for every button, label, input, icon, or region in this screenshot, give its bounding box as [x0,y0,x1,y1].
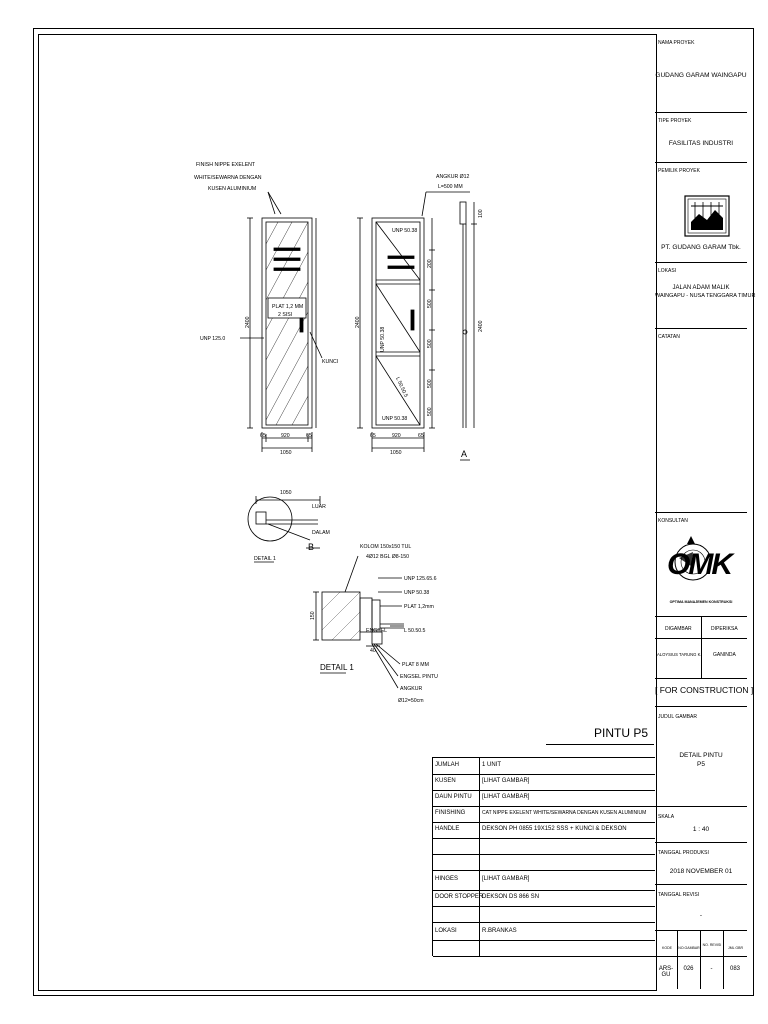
spec-row [433,806,655,823]
spec-key: LOKASI [435,928,457,934]
tb-code-mid-line [655,956,747,957]
tb-code-label: KODE [662,946,672,950]
tb-revision-date [655,884,747,931]
tb-location-line1: JALAN ADAM MALIK [672,285,730,291]
tb-drawing-title-label: JUDUL GAMBAR [658,714,697,720]
section-a-label: A [461,449,468,459]
spec-key: DAUN PINTU [435,794,472,800]
frame-unp-side: UNP 50.38 [380,326,386,352]
tb-drawing-title [655,706,747,807]
frame-angkur-label-2: L=500 MM [438,184,463,190]
front-unp-label: UNP 125.0 [200,336,226,342]
tb-consultant-label: KONSULTAN [658,518,688,524]
spec-divider [479,870,480,890]
tb-code-value: ARS-GU [658,966,674,978]
tb-owner-label: PEMILIK PROYEK [658,168,700,174]
tb-sheet-no-label: NO.GAMBAR [678,946,700,950]
spec-value: DEKSON DS 866 SN [482,894,540,900]
tb-checked-label: DIPERIKSA [711,626,738,632]
plan-dalam: DALAM [312,530,330,536]
front-plat-label: PLAT 1,2 MM [272,304,304,310]
tb-drawn-by: ALOYSIUS TARUNG K. [657,652,702,657]
tb-drawing-title-line1: DETAIL PINTU [679,752,723,759]
spec-value: [LIHAT GAMBAR] [482,876,530,882]
spec-key: DOOR STOPPER [435,894,484,900]
tb-scale-value: 1 : 40 [692,826,710,833]
frame-dim-mid: 920 [392,433,401,439]
tb-revision-date-value: - [699,912,703,919]
front-dim-height: 2400 [245,316,251,328]
spec-key: HANDLE [435,826,460,832]
tb-code [655,930,747,989]
frame-angkur-label: ANGKUR Ø12 [436,174,470,180]
side-dim-top: 100 [478,209,484,218]
detail-dim40: 40 [370,648,376,654]
tb-project-type-label: TIPE PROYEK [658,118,692,124]
tb-location-label: LOKASI [658,268,677,274]
detail-unp125: UNP 125.65.6 [404,576,437,582]
tb-checked-by: GANINDA [713,652,736,658]
plan-b-label: B [308,542,315,552]
side-dim-height: 2400 [478,320,484,332]
tb-project-type [655,112,747,163]
front-finish-label-2: WHITE/SEWARNA DENGAN [194,175,262,181]
detail-title: DETAIL 1 [320,663,354,672]
tb-project-name-value: GUDANG GARAM WAINGAPU [655,72,747,79]
detail-kolom: KOLOM 150x150 TUL [360,544,412,550]
front-dim-mid: 920 [281,433,290,439]
frame-dim-s2: 500 [427,299,433,308]
tb-location-line2: WAINGAPU - NUSA TENGGARA TIMUR [655,293,756,299]
tb-notes-label: CATATAN [658,334,680,340]
spec-value: 1 UNIT [482,762,502,768]
tb-code-col1 [677,930,678,989]
spec-key: FINISHING [435,810,466,816]
spec-divider [479,758,480,774]
tb-status [655,678,754,707]
spec-divider [479,838,480,854]
spec-divider [479,922,480,940]
tb-production-date [655,842,747,885]
front-plat-label-2: 2 SISI [278,312,293,318]
frame-diag-label: L 50.50.5 [394,376,409,399]
tb-total-label: JML GBR [727,946,744,950]
owner-logo-icon [683,192,731,242]
tb-code-col3 [723,930,724,989]
spec-row [433,838,655,855]
spec-divider [479,906,480,922]
tb-status-value: [ FOR CONSTRUCTION ] [655,685,754,695]
frame-dim-right: 65 [418,433,424,439]
spec-divider [479,806,480,822]
tb-code-col2 [700,930,701,989]
detail-unp50: UNP 50.38 [404,590,430,596]
tb-revision-no-label: NO. REVISI [702,943,722,947]
spec-row [433,890,655,907]
spec-key: HINGES [435,876,459,882]
spec-row [433,870,655,891]
detail-dim150: 150 [310,611,316,620]
spec-divider [479,822,480,838]
spec-value: [LIHAT GAMBAR] [482,794,530,800]
detail-engsel: ENGSEL [366,628,388,634]
spec-key: KUSEN [435,778,456,784]
plan-dim: 1050 [280,490,292,496]
tb-consultant-name: OPTIMA MANAJEMEN KONSTRUKSI [669,600,733,604]
tb-drawing-title-line2: P5 [697,761,705,768]
detail-angkur2: Ø12=50cm [398,698,424,704]
tb-project-type-value: FASILITAS INDUSTRI [668,140,734,147]
spec-row [433,906,655,923]
drawing-title: PINTU P5 [594,726,649,740]
tb-drawn-hline [655,638,747,639]
tb-production-date-label: TANGGAL PRODUKSI [658,850,709,856]
spec-divider [479,790,480,806]
detail-l5050: L 50.50.5 [404,628,426,634]
frame-dim-s1: 200 [427,259,433,268]
tb-notes [655,328,747,513]
tb-revision-date-label: TANGGAL REVISI [658,892,700,898]
tb-consultant [655,512,747,617]
front-dim-total: 1050 [280,450,292,456]
spec-divider [479,890,480,906]
plan-detail: DETAIL 1 [254,556,276,562]
consultant-logo-text: OMK [667,548,731,581]
title-block [655,34,756,989]
frame-dim-s5: 500 [427,407,433,416]
spec-value: CAT NIPPE EXELENT WHITE/SEWARNA DENGAN KUSEN ALUMINIUM [482,810,647,816]
spec-value: R.BRANKAS [482,928,517,934]
spec-row [433,790,655,807]
tb-production-date-value: 2018 NOVEMBER 01 [669,868,733,875]
front-finish-label: FINISH NIPPE EXELENT [196,162,256,168]
frame-dim-s3: 500 [427,339,433,348]
spec-row [433,822,655,839]
frame-unp-bottom: UNP 50.38 [382,416,408,422]
drawing-title-underline [546,744,654,745]
plan-luar: LUAR [312,504,326,510]
frame-dim-height: 2400 [355,316,361,328]
spec-divider [479,854,480,870]
front-dim-right: 65 [306,433,312,439]
spec-row [433,854,655,871]
detail-plat12: PLAT 1,2mm [404,604,434,610]
detail-engsel2: ENGSEL PINTU [400,674,438,680]
spec-row [433,940,655,957]
frame-unp-top: UNP 50.38 [392,228,418,234]
frame-dim-s4: 500 [427,379,433,388]
tb-revision-no-value: - [710,966,713,972]
front-dim-left: 65 [260,433,266,439]
tb-scale-label: SKALA [658,814,675,820]
spec-value: [LIHAT GAMBAR] [482,778,530,784]
tb-sheet-no-value: 026 [683,966,694,972]
tb-total-value: 083 [729,966,740,972]
spec-divider [479,940,480,956]
tb-owner-value: PT. GUDANG GARAM Tbk. [661,244,741,251]
spec-divider [479,774,480,790]
spec-row [433,774,655,791]
tb-location [655,262,756,329]
detail-kolom-2: 4Ø12 BGL Ø8-150 [366,554,410,560]
spec-row [433,922,655,941]
spec-value: DEKSON PH 0855 19X152 SSS + KUNCI & DEKSON [482,826,627,832]
frame-dim-left: 65 [370,433,376,439]
tb-project-name-label: NAMA PROYEK [658,40,695,46]
frame-dim-total: 1050 [390,450,402,456]
detail-angkur: ANGKUR [400,686,423,692]
detail-plat8: PLAT 8 MM [402,662,429,668]
tb-project-name [655,34,747,113]
tb-drawn-label: DIGAMBAR [665,626,692,632]
spec-row [433,758,655,775]
tb-owner [655,162,747,263]
front-finish-label-3: KUSEN ALUMINIUM [208,186,257,192]
tb-drawn-divider [701,616,702,678]
tb-drawn-checked [655,616,747,679]
spec-key: JUMLAH [435,762,460,768]
tb-scale [655,806,747,843]
front-kunci-label: KUNCI [322,359,339,365]
spec-table [432,757,655,956]
